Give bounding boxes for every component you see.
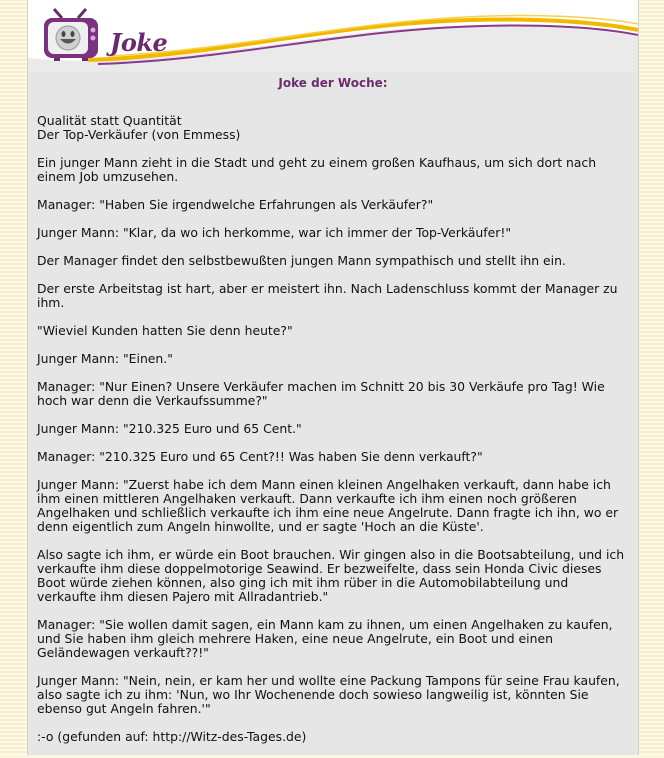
joke-paragraph: Manager: "210.325 Euro und 65 Cent?!! Was haben Sie denn verkauft?" [37, 449, 483, 464]
joke-paragraph: "Wieviel Kunden hatten Sie denn heute?" [37, 323, 293, 338]
joke-content [37, 114, 627, 758]
page-title: Joke der Woche: [278, 76, 388, 90]
joke-panel [27, 0, 639, 755]
joke-paragraph: Junger Mann: "Einen." [37, 351, 173, 366]
joke-paragraph: Junger Mann: "Nein, nein, er kam her und wollte eine Packung Tampons für seine Frau kaufen, also sagte ich zu ihm: 'Nun, wo Ihr Wochenende doch sowieso langweilig ist, könnten Sie ebenso gut Angeln fahren.'" [37, 673, 620, 716]
joke-paragraph: Manager: "Haben Sie irgendwelche Erfahrungen als Verkäufer?" [37, 197, 434, 212]
logo-text: Joke [110, 28, 168, 57]
joke-paragraph: Ein junger Mann zieht in die Stadt und geht zu einem großen Kaufhaus, um sich dort nach einem Job umzusehen. [37, 155, 597, 184]
joke-paragraph: Junger Mann: "Klar, da wo ich herkomme, war ich immer der Top-Verkäufer!" [37, 225, 512, 240]
tv-smiley-icon [42, 8, 100, 62]
joke-paragraph: Der Manager findet den selbstbewußten jungen Mann sympathisch und stellt ihn ein. [37, 253, 566, 268]
joke-paragraph: Der erste Arbeitstag ist hart, aber er meistert ihn. Nach Ladenschluss kommt der Manager zu ihm. [37, 281, 618, 310]
header-banner [28, 0, 638, 72]
joke-paragraph: Manager: "Sie wollen damit sagen, ein Mann kam zu ihnen, um einen Angelhaken zu kaufen, und Sie haben ihm gleich mehrere Haken, eine neue Angelrute, ein Boot und einen Geländewagen verkauft??!" [37, 617, 613, 660]
joke-paragraph: Also sagte ich ihm, er würde ein Boot brauchen. Wir gingen also in die Bootsabteilung, und ich verkaufte ihm diese doppelmotorige Seawind. Er bezweifelte, dass sein Honda Civic dieses Boot würde ziehen können, also ging ich mit ihm rüber in die Automobilabteilung und verkaufte ihm diesen Pajero mit Allradantrieb." [37, 547, 625, 604]
joke-paragraph: Manager: "Nur Einen? Unsere Verkäufer machen im Schnitt 20 bis 30 Verkäufe pro Tag! Wie hoch war denn die Verkaufssumme?" [37, 379, 605, 408]
joke-subtitle: Der Top-Verkäufer (von Emmess) [37, 127, 241, 142]
joke-paragraph: Junger Mann: "Zuerst habe ich dem Mann einen kleinen Angelhaken verkauft, dann habe ich ihm einen mittleren Angelhaken verkauft. Dann verkaufte ich ihm einen noch größeren Angelhaken und schließlich verkaufte ich ihm eine neue Angelrute. Dann fragte ich ihn, wo er denn eigentlich zum Angeln hinwollte, und er sagte 'Hoch an die Küste'. [37, 477, 619, 534]
joke-paragraph: Junger Mann: "210.325 Euro und 65 Cent." [37, 421, 302, 436]
joke-footer: :-o (gefunden auf: http://Witz-des-Tages.de) [37, 729, 307, 744]
joke-title: Qualität statt Quantität [37, 113, 182, 128]
